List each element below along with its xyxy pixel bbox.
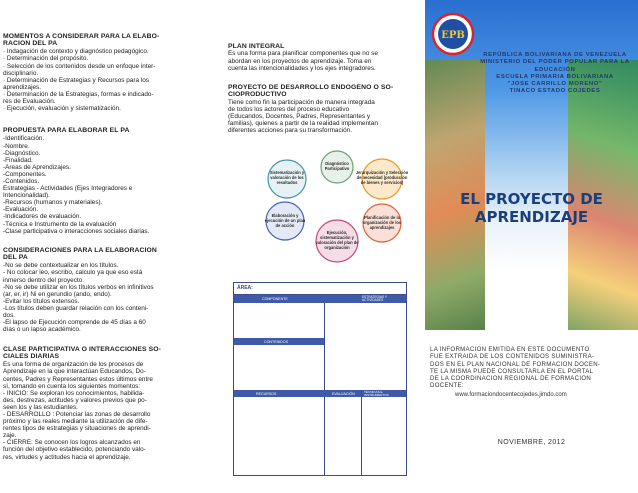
publication-date: NOVIEMBRE, 2012 (497, 439, 566, 446)
svg-text:valoración de los: valoración de los (270, 175, 304, 180)
form-header-componente: COMPONENTE (262, 296, 288, 301)
planning-form-template (233, 282, 407, 476)
cycle-diagram (255, 145, 415, 265)
form-contenidos-row (234, 338, 324, 345)
svg-text:organización: organización (324, 245, 350, 250)
website-link[interactable]: www.formaciondocentecojedes.jimdo.com (455, 392, 567, 398)
proyecto-endogeno-text: Tiene como fin la participación de manera integrada de todos los actores del proceso educativo (Educandos, Docentes, Padres, Representantes y familias), quienes a partir de la realidad implementan diferentes acciones para su transformación. (228, 98, 378, 135)
clase-participativa-section (3, 346, 211, 461)
node-ejecucion (316, 220, 360, 262)
plan-integral-text: Es una forma para planificar componentes que no se abordan en los proyectos de aprendizaje. Toma en cuenta las intencionalidades y los ejes integradores. (228, 50, 378, 72)
propuesta-section (3, 127, 211, 235)
node-diagnostico (321, 151, 353, 183)
svg-text:Jerarquización y Selección: Jerarquización y Selección (355, 170, 409, 175)
form-col-divider (324, 303, 325, 475)
form-col-divider-2 (361, 390, 362, 475)
svg-text:sistematización y: sistematización y (320, 235, 354, 240)
cover-title: EL PROYECTO DE APRENDIZAJE (460, 190, 603, 226)
momentos-title: MOMENTOS A CONSIDERAR PARA LA ELABO- RACIÓN DEL PA (3, 33, 160, 48)
form-contenidos-label: CONTENIDOS (264, 339, 288, 344)
form-tecnicas-label: TÉCNICAS E INSTRUMENTOS (364, 389, 389, 397)
svg-text:organización de los: organización de los (362, 220, 402, 225)
form-header-row (234, 295, 406, 303)
svg-text:Sistematización y: Sistematización y (269, 170, 305, 175)
consideraciones-list: -No se debe contextualizar en los títulos. - No colocar leo, escribo, calculo ya que eso está inmerso dentro del proyecto. -No se debe utilizar en los títulos verbos en infinitivos (ar, er, ir) Ni en gerundio (ando, endo). -Evitar los títulos extensos. -Los títulos deben guardar relación con los conteni- dos. -El lapso de Ejecución comprende de 45 días a 60 días o un lapso académico. (3, 262, 154, 334)
form-header-estrategias: ESTRATEGIAS Y ACTIVIDADES (362, 294, 387, 302)
plan-integral-title: PLAN INTEGRAL (228, 43, 285, 50)
svg-text:valoración del plan de: valoración del plan de (315, 240, 359, 245)
propuesta-title: PROPUESTA PARA ELABORAR EL PA (3, 127, 130, 134)
svg-text:de acción: de acción (275, 223, 295, 228)
node-jerarquizacion (356, 159, 409, 199)
svg-text:resultados: resultados (276, 180, 298, 185)
institution-header: REPÚBLICA BOLIVARIANA DE VENEZUELA MINISTERIO DEL PODER POPULAR PARA LA EDUCACIÓN ESCUELA PRIMARIA BOLIVARIANA "JOSE CARRILLO MORENO" TINACO ESTADO COJEDES (480, 52, 630, 95)
form-footer-row (234, 390, 406, 397)
momentos-list: · Indagación de contexto y diagnóstico pedagógico. · Determinación del propósito. · Selección de los contenidos desde un enfoque inter- disciplinario. · Determinación de Estrategias y Recursos para los aprendizajes. · Determinación de la Estrategias, formas e indicado- res de Evaluación. · Ejecución, evaluación y sistematización. (3, 48, 156, 113)
proyecto-endogeno-title: PROYECTO DE DESARROLLO ENDOGENO O SO- CIOPRODUCTIVO (228, 84, 394, 99)
cover-panel (425, 0, 638, 493)
plan-integral-section (228, 43, 420, 72)
form-area-row (234, 283, 406, 295)
clase-participativa-text: Es una forma de organización de los procesos de Aprendizaje en la que interactúan Educandos, Do- centes, Padres y Representantes estos últimos entre sí, tomando en cuenta los siguientes momentos: - INICIO: Se exploran los conocimientos, habilida- des, destrezas, actitudes y valores previos que po- seen los y las estudiantes. - DESARROLLO : Potenciar las zonas de desarrollo próximo y las reales mediante la utilización de dife- rentes tipos de estrategias y situaciones de aprendi- zaje. - CIERRE: Se conocen los logros alcanzados en función del objetivo establecido, potenciando valo- res, virtudes y actitudes hacia el aprendizaje. (3, 361, 153, 461)
form-evaluacion-label: EVALUACIÓN (332, 391, 355, 396)
svg-text:aprendizajes: aprendizajes (369, 225, 395, 230)
node-sistematizacion (268, 160, 306, 198)
svg-text:Planificación de la: Planificación de la (364, 215, 400, 220)
svg-text:ejecución de un plan: ejecución de un plan (264, 218, 306, 223)
form-area-label: ÁREA: (237, 285, 253, 291)
svg-text:de bienes y servicios): de bienes y servicios) (360, 180, 404, 185)
svg-text:Diagnóstico: Diagnóstico (325, 161, 349, 166)
momentos-section (3, 33, 211, 112)
svg-text:Participativo: Participativo (324, 166, 350, 171)
consideraciones-title: CONSIDERACIONES PARA LA ELABORACION DEL PA (3, 247, 157, 262)
node-elaboracion (265, 202, 306, 240)
form-recursos-label: RECURSOS (256, 391, 277, 396)
proyecto-endogeno-section (228, 84, 420, 134)
consideraciones-section (3, 247, 211, 333)
school-logo (431, 12, 475, 56)
svg-text:de necesidad (producción: de necesidad (producción (356, 175, 408, 180)
node-planificacion (363, 204, 402, 242)
source-info-text: LA INFORMACION EMITIDA EN ESTE DOCUMENTO FUE EXTRAIDA DE LOS CONTENIDOS SUMINISTRA- DOS EN EL PLAN NACIONAL DE FORMACION DOCEN- TE LA MISMA PUEDE CONSULTARLA EN EL PORTAL DE LA COORDINACION REGIONAL DE FORMACION DOCENTE: (430, 346, 601, 390)
svg-text:EPB: EPB (441, 30, 465, 41)
propuesta-list: -Identificación. -Nombre. -Diagnóstico. -Finalidad. -Áreas de Aprendizajes. -Componentes. -Contenidos. Estrategias - Actividades (Ejes Integradores e Intencionalidad). -Recursos (humanos y materiales). -Evaluación. -Indicadores de evaluación. -Técnica e Instrumento de la evaluación -Clase participativa o interacciones sociales diarias. (3, 135, 150, 235)
svg-text:Ejecución,: Ejecución, (326, 230, 348, 235)
svg-text:Elaboración y: Elaboración y (271, 213, 299, 218)
clase-participativa-title: CLASE PARTICIPATIVA O INTERACCIONES SO- CIALES DIARIAS (3, 346, 161, 361)
